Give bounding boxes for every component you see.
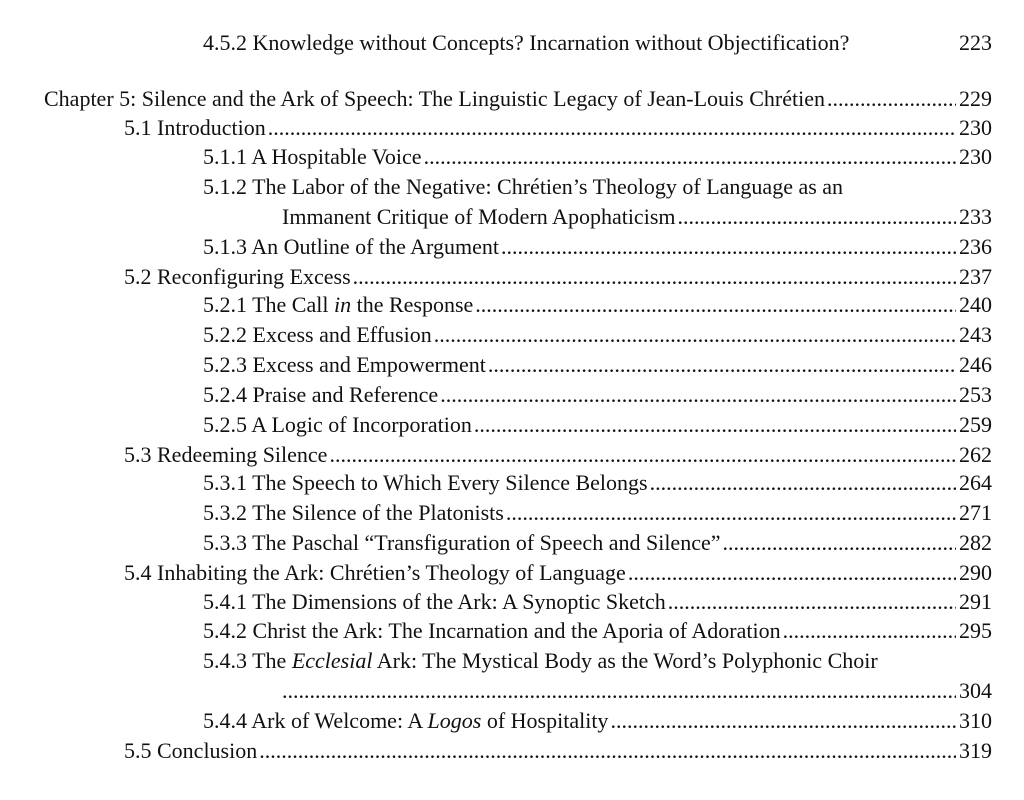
dot-leader — [628, 558, 956, 588]
toc-entry-page: 233 — [959, 204, 992, 229]
toc-entry-page: 229 — [959, 86, 992, 111]
toc-entry-page: 319 — [959, 738, 992, 763]
dot-leader — [488, 350, 956, 380]
dot-leader — [783, 616, 956, 646]
toc-entry-page: 310 — [959, 708, 992, 733]
toc-entry-page: 282 — [959, 530, 992, 555]
toc-entry-title: 5.3.2 The Silence of the Platonists — [203, 500, 504, 525]
toc-entry-5-4[interactable] — [124, 558, 992, 588]
toc-entry-page: 304 — [959, 678, 992, 703]
toc-entry-5-1[interactable] — [124, 113, 992, 143]
toc-entry-title: 5.2.3 Excess and Empowerment — [203, 352, 486, 377]
toc-entry-page: 253 — [959, 382, 992, 407]
toc-entry-5-4-3[interactable] — [282, 676, 992, 706]
toc-entry-5-2-1[interactable] — [203, 290, 992, 320]
toc-entry-page: 264 — [959, 470, 992, 495]
toc-entry-title: 5.5 Conclusion — [124, 738, 258, 763]
toc-entry-chapter-5[interactable] — [44, 84, 992, 114]
toc-entry-5-2-5[interactable] — [203, 410, 992, 440]
toc-entry-5-1-2[interactable] — [282, 202, 992, 232]
dot-leader — [268, 113, 956, 143]
toc-entry-5-4-4[interactable] — [203, 706, 992, 736]
toc-entry-title: 5.3 Redeeming Silence — [124, 442, 328, 467]
toc-entry-page: 230 — [959, 115, 992, 140]
dot-leader — [424, 142, 956, 172]
dot-leader — [329, 440, 956, 470]
toc-entry-title: 5.1.1 A Hospitable Voice — [203, 144, 422, 169]
toc-entry-page: 291 — [959, 589, 992, 614]
dot-leader — [827, 84, 956, 114]
toc-entry-title: 5.4.1 The Dimensions of the Ark: A Synoptic Sketch — [203, 589, 666, 614]
dot-leader — [722, 528, 956, 558]
toc-entry-title: Chapter 5: Silence and the Ark of Speech: The Linguistic Legacy of Jean-Louis Chrétien — [44, 86, 825, 111]
toc-entry-page: 290 — [959, 560, 992, 585]
toc-entry-title: 5.2.4 Praise and Reference — [203, 382, 439, 407]
toc-entry-title: 4.5.2 Knowledge without Concepts? Incarnation without Objectification? — [203, 30, 850, 55]
toc-entry-title: 5.4.2 Christ the Ark: The Incarnation and the Aporia of Adoration — [203, 618, 781, 643]
toc-entry-page: 271 — [959, 500, 992, 525]
dot-leader — [259, 736, 956, 766]
toc-entry-page: 246 — [959, 352, 992, 377]
dot-leader — [353, 262, 956, 292]
toc-entry-5-3-1[interactable] — [203, 468, 992, 498]
toc-entry-page: 295 — [959, 618, 992, 643]
dot-leader — [440, 380, 956, 410]
toc-entry-title: 5.4.4 Ark of Welcome: A Logos of Hospitality — [203, 708, 609, 733]
toc-entry-5-2-4[interactable] — [203, 380, 992, 410]
toc-entry-title: 5.2.1 The Call in the Response — [203, 292, 474, 317]
toc-entry-title: 5.2.2 Excess and Effusion — [203, 322, 432, 347]
toc-entry-5-3-2[interactable] — [203, 498, 992, 528]
dot-leader — [475, 290, 956, 320]
toc-entry-5-5[interactable] — [124, 736, 992, 766]
toc-entry-5-1-1[interactable] — [203, 142, 992, 172]
toc-entry-title: 5.1.3 An Outline of the Argument — [203, 234, 499, 259]
toc-entry-5-3[interactable] — [124, 440, 992, 470]
toc-entry-5-2[interactable] — [124, 262, 992, 292]
toc-entry-5-2-3[interactable] — [203, 350, 992, 380]
dot-leader — [610, 706, 956, 736]
toc-entry-5-2-2[interactable] — [203, 320, 992, 350]
toc-entry-page: 236 — [959, 234, 992, 259]
dot-leader — [434, 320, 956, 350]
toc-entry-page: 240 — [959, 292, 992, 317]
toc-entry-5-3-3[interactable] — [203, 528, 992, 558]
toc-entry-title: 5.3.3 The Paschal “Transfiguration of Speech and Silence” — [203, 530, 721, 555]
dot-leader — [668, 587, 956, 617]
dot-leader — [282, 676, 956, 706]
toc-entry-5-4-2[interactable] — [203, 616, 992, 646]
dot-leader — [506, 498, 956, 528]
toc-entry-page: 243 — [959, 322, 992, 347]
toc-entry-title: 5.4.3 The Ecclesial Ark: The Mystical Body as the Word’s Polyphonic Choir — [203, 648, 878, 673]
toc-entry-page: 223 — [959, 30, 992, 55]
toc-entry-page: 237 — [959, 264, 992, 289]
toc-entry-5-4-1[interactable] — [203, 587, 992, 617]
toc-entry-title: Immanent Critique of Modern Apophaticism — [282, 204, 676, 229]
toc-entry-4-5-2[interactable] — [203, 28, 992, 58]
toc-entry-title: 5.2.5 A Logic of Incorporation — [203, 412, 472, 437]
dot-leader — [501, 232, 956, 262]
toc-entry-title: 5.2 Reconfiguring Excess — [124, 264, 351, 289]
toc-entry-5-4-3-line1[interactable] — [203, 646, 992, 676]
toc-entry-5-1-2-line1[interactable] — [203, 172, 992, 202]
toc-entry-5-1-3[interactable] — [203, 232, 992, 262]
dot-leader — [474, 410, 956, 440]
toc-entry-title: 5.1 Introduction — [124, 115, 266, 140]
toc-entry-page: 259 — [959, 412, 992, 437]
dot-leader — [678, 202, 957, 232]
dot-leader — [650, 468, 956, 498]
toc-entry-title: 5.1.2 The Labor of the Negative: Chrétien’s Theology of Language as an — [203, 174, 844, 199]
toc-entry-page: 230 — [959, 144, 992, 169]
toc-entry-page: 262 — [959, 442, 992, 467]
toc-entry-title: 5.4 Inhabiting the Ark: Chrétien’s Theology of Language — [124, 560, 626, 585]
toc-entry-title: 5.3.1 The Speech to Which Every Silence Belongs — [203, 470, 648, 495]
